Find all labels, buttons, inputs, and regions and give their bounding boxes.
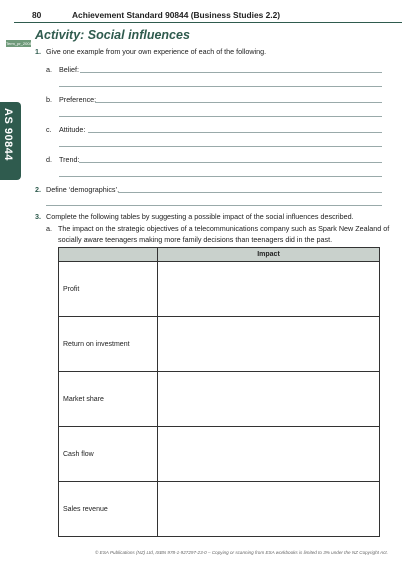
q1b-answer-line-2[interactable] [59, 116, 382, 117]
q1c-answer-line-2[interactable] [59, 146, 382, 147]
row-label: Market share [59, 372, 158, 427]
q2-answer-line-2[interactable] [46, 205, 382, 206]
impact-answer-cell[interactable] [158, 372, 380, 427]
impact-answer-cell[interactable] [158, 262, 380, 317]
row-label: Sales revenue [59, 482, 158, 537]
copyright-footer: © ESA Publications (NZ) Ltd, ISBN 978-1-927297-23-0 – Copying or scanning from ESA workbooks is limited to 3% under the NZ Copyright Act. [95, 550, 388, 555]
q1b-label: Preference: [59, 95, 97, 104]
row-label: Profit [59, 262, 158, 317]
reference-tag: Term_pr_2008 [6, 41, 32, 46]
q2-answer-line[interactable] [118, 192, 382, 193]
header-impact: Impact [158, 248, 380, 262]
impact-table [58, 247, 380, 537]
side-tab [0, 102, 21, 180]
table-row [59, 372, 380, 427]
q1d-answer-line[interactable] [79, 162, 382, 163]
q1b-answer-line[interactable] [95, 102, 382, 103]
q1c-label: Attitude: [59, 125, 86, 134]
q1a-label: Belief: [59, 65, 79, 74]
q3a-text-line1: The impact on the strategic objectives of a telecommunications company such as Spark New Zealand of [58, 224, 390, 233]
impact-answer-cell[interactable] [158, 427, 380, 482]
q1a-letter: a. [46, 65, 52, 74]
q2-number: 2. [35, 185, 41, 194]
q1d-answer-line-2[interactable] [59, 176, 382, 177]
standard-title: Achievement Standard 90844 (Business Studies 2.2) [72, 10, 281, 20]
q1c-answer-line[interactable] [88, 132, 382, 133]
side-tab-label: AS 90844 [2, 108, 14, 161]
row-label: Return on investment [59, 317, 158, 372]
q2-text: Define ‘demographics’. [46, 185, 120, 194]
table-row [59, 427, 380, 482]
q1-number: 1. [35, 47, 41, 56]
page-number: 80 [32, 10, 42, 20]
table-row [59, 317, 380, 372]
q1b-letter: b. [46, 95, 52, 104]
q3a-letter: a. [46, 224, 52, 233]
header-empty-cell [59, 248, 158, 262]
table-row [59, 262, 380, 317]
q1d-letter: d. [46, 155, 52, 164]
impact-answer-cell[interactable] [158, 317, 380, 372]
page-header [14, 8, 402, 22]
table-header-row [59, 248, 380, 262]
row-label: Cash flow [59, 427, 158, 482]
q1-text: Give one example from your own experience of each of the following. [46, 47, 267, 56]
q3-text: Complete the following tables by suggesting a possible impact of the social influences described. [46, 212, 354, 221]
q1a-answer-line[interactable] [80, 72, 382, 73]
table-row [59, 482, 380, 537]
q1a-answer-line-2[interactable] [59, 86, 382, 87]
q1d-label: Trend: [59, 155, 80, 164]
q3-number: 3. [35, 212, 41, 221]
q3a-text-line2: socially aware teenagers making more family decisions than teenagers did in the past. [58, 235, 333, 244]
q1c-letter: c. [46, 125, 52, 134]
header-divider [14, 22, 402, 23]
impact-answer-cell[interactable] [158, 482, 380, 537]
activity-title: Activity: Social influences [35, 28, 190, 42]
